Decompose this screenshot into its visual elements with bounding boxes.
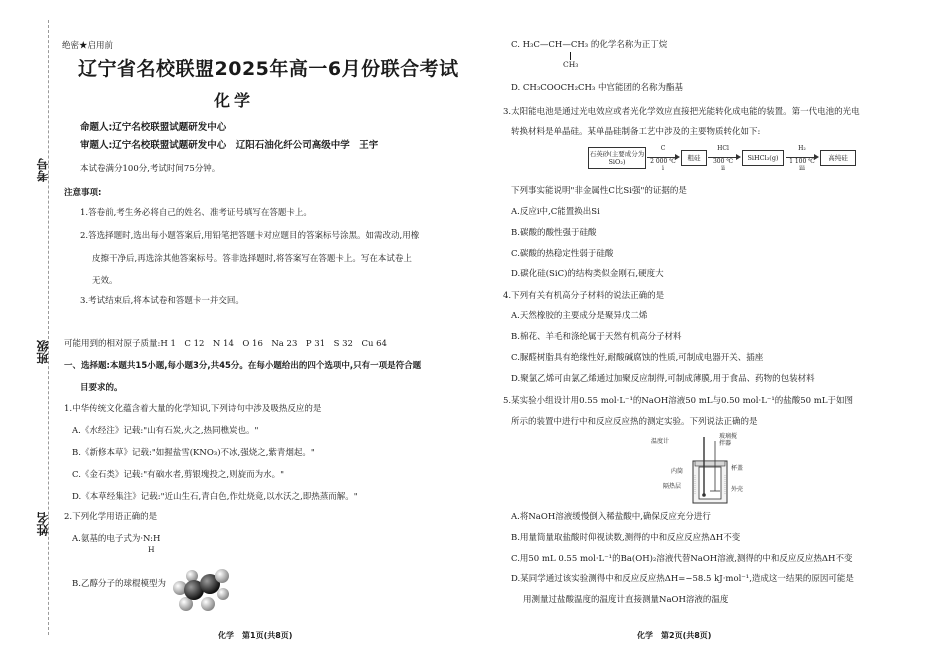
label-lid: 杯盖 <box>731 465 744 472</box>
notes-heading: 注意事项: <box>64 188 102 198</box>
section-1-line-2: 目要求的。 <box>80 383 123 393</box>
ethanol-ball-stick-model <box>170 566 230 614</box>
q1-option-b: B.《新修本草》记载:"如握盐雪(KNO₃)不冰,强烧之,紫青烟起。" <box>72 448 315 458</box>
label-insulation: 隔热层 <box>663 483 682 490</box>
q1-option-d: D.《本草经集注》记载:"近山生石,青白色,作灶烧竟,以水沃之,即热蒸而解。" <box>72 492 358 502</box>
note-2-cont: 皮擦干净后,再选涂其他答案标号。答非选择题时,将答案写在答题卡上。写在本试卷上 <box>92 254 412 264</box>
flow-arrow-1-num: i <box>662 165 664 172</box>
q3-option-a: A.反应i中,C能置换出Si <box>511 207 600 217</box>
label-inner-cup: 内筒 <box>671 468 684 475</box>
q2-option-b: B.乙醇分子的球棍模型为 <box>72 579 166 589</box>
flow-arrow-2-bottom: 300 ℃ <box>712 158 734 165</box>
subject-title: 化学 <box>214 91 255 110</box>
flow-box-quartz: 石英砂(主要成分为SiO₂) <box>588 147 646 169</box>
flow-arrow-2-top: HCl <box>717 145 729 152</box>
q3-option-c: C.碳酸的热稳定性弱于硅酸 <box>511 249 614 259</box>
q5-stem-1: 5.某实验小组设计用0.55 mol·L⁻¹的NaOH溶液50 mL与0.50 mol·L⁻¹的盐酸50 mL于如图 <box>503 396 853 406</box>
q3-option-b: B.碳酸的酸性强于硅酸 <box>511 228 597 238</box>
section-1-line-1: 一、选择题:本题共15小题,每小题3分,共45分。在每小题给出的四个选项中,只有一项是符合题 <box>64 361 422 371</box>
flow-arrow-3-bottom: 1 100 ℃ <box>789 158 815 165</box>
q2-option-a: A.氨基的电子式为·N:H <box>72 534 161 544</box>
flow-box-sihcl3: SiHCl₃(g) <box>742 150 784 166</box>
label-exam-number: 考号 <box>36 158 50 182</box>
flow-box-crude-si: 粗硅 <box>681 150 707 166</box>
q3-question: 下列事实能说明"非金属性C比Si强"的证据的是 <box>511 186 687 196</box>
flow-box-pure-si: 高纯硅 <box>820 150 856 166</box>
label-class: 班级 <box>36 340 50 364</box>
q5-option-a: A.将NaOH溶液缓慢倒入稀盐酸中,确保反应充分进行 <box>511 512 711 522</box>
author-line-1: 命题人:辽宁名校联盟试题研发中心 <box>80 122 227 133</box>
author-line-2: 审题人:辽宁名校联盟试题研发中心 辽阳石油化纤公司高级中学 王宇 <box>80 140 379 151</box>
note-2: 2.答选择题时,选出每小题答案后,用铅笔把答题卡对应题目的答案标号涂黑。如需改动,用橡 <box>80 231 420 241</box>
q5-option-d: D.某同学通过该实验测得中和反应反应热ΔH=−58.5 kJ·mol⁻¹,造成这一结果的原因可能是 <box>511 574 854 584</box>
flow-arrow-1-top: C <box>660 145 666 152</box>
q5-option-b: B.用量筒量取盐酸时仰视读数,测得的中和反应反应热ΔH不变 <box>511 533 741 543</box>
label-stirrer: 玻璃搅拌器 <box>719 433 738 447</box>
label-thermometer: 温度计 <box>651 438 670 445</box>
atomic-masses: 可能用到的相对原子质量:H 1 C 12 N 14 O 16 Na 23 P 31 S 32 Cu 64 <box>64 339 387 349</box>
flow-arrow-2-num: ii <box>721 165 725 172</box>
flow-arrow-1-bottom: 2 000 ℃ <box>650 158 676 165</box>
q4-option-c: C.脲醛树脂具有绝缘性好,耐酸碱腐蚀的性质,可制成电器开关、插座 <box>511 353 764 363</box>
label-name: 姓名 <box>36 512 50 536</box>
q2-option-a-sub: H <box>148 545 155 554</box>
q1-option-a: A.《水经注》记载:"山有石炭,火之,热同樵炭也。" <box>72 426 259 436</box>
q4-option-b: B.棉花、羊毛和涤纶属于天然有机高分子材料 <box>511 332 682 342</box>
right-page <box>475 0 950 655</box>
flow-arrow-3-num: iii <box>799 165 805 172</box>
q2-option-d: D. CH₃COOCH₂CH₃ 中官能团的名称为酯基 <box>511 83 684 93</box>
q3-stem-1: 3.太阳能电池是通过光电效应或者光化学效应直接把光能转化成电能的装置。第一代电池的光电 <box>503 107 860 117</box>
q3-option-d: D.碳化硅(SiC)的结构类似金刚石,硬度大 <box>511 269 664 279</box>
q1-stem: 1.中华传统文化蕴含着大量的化学知识,下列诗句中涉及吸热反应的是 <box>64 404 322 414</box>
q5-option-d-cont: 用测量过盐酸温度的温度计直接测量NaOH溶液的温度 <box>523 595 729 605</box>
secret-mark: 绝密★启用前 <box>62 41 114 51</box>
q1-option-c: C.《金石类》记载:"有硇水者,剪银塊投之,则旋而为水。" <box>72 470 284 480</box>
binding-strip <box>0 0 58 655</box>
note-2-end: 无效。 <box>92 276 118 286</box>
note-3: 3.考试结束后,将本试卷和答题卡一并交回。 <box>80 296 244 306</box>
exam-title: 辽宁省名校联盟2025年高一6月份联合考试 <box>78 58 459 80</box>
label-outer-shell: 外壳 <box>731 486 744 493</box>
q4-option-d: D.聚氯乙烯可由氯乙烯通过加聚反应制得,可制成薄膜,用于食品、药物的包装材料 <box>511 374 815 384</box>
q2-option-c-bond <box>570 52 571 60</box>
binding-line <box>48 20 49 635</box>
footer-page-2: 化学 第2页(共8页) <box>637 631 712 640</box>
q4-option-a: A.天然橡胶的主要成分是聚异戊二烯 <box>511 311 648 321</box>
q2-stem: 2.下列化学用语正确的是 <box>64 512 158 522</box>
note-1: 1.答卷前,考生务必将自己的姓名、准考证号填写在答题卡上。 <box>80 208 312 218</box>
q5-option-c: C.用50 mL 0.55 mol·L⁻¹的Ba(OH)₂溶液代替NaOH溶液,测得的中和反应反应热ΔH不变 <box>511 554 853 564</box>
q3-stem-2: 转换材料是单晶硅。某单晶硅制备工艺中涉及的主要物质转化如下: <box>511 127 761 137</box>
footer-page-1: 化学 第1页(共8页) <box>218 631 293 640</box>
score-line: 本试卷满分100分,考试时间75分钟。 <box>80 164 221 174</box>
q4-stem: 4.下列有关有机高分子材料的说法正确的是 <box>503 291 665 301</box>
q2-option-c-branch: CH₃ <box>563 60 579 69</box>
q2-option-c: C. H₃C—CH—CH₃ 的化学名称为正丁烷 <box>511 40 668 50</box>
flow-arrow-3-top: H₂ <box>798 145 806 152</box>
q5-stem-2: 所示的装置中进行中和反应反应热的测定实验。下列说法正确的是 <box>511 417 758 427</box>
